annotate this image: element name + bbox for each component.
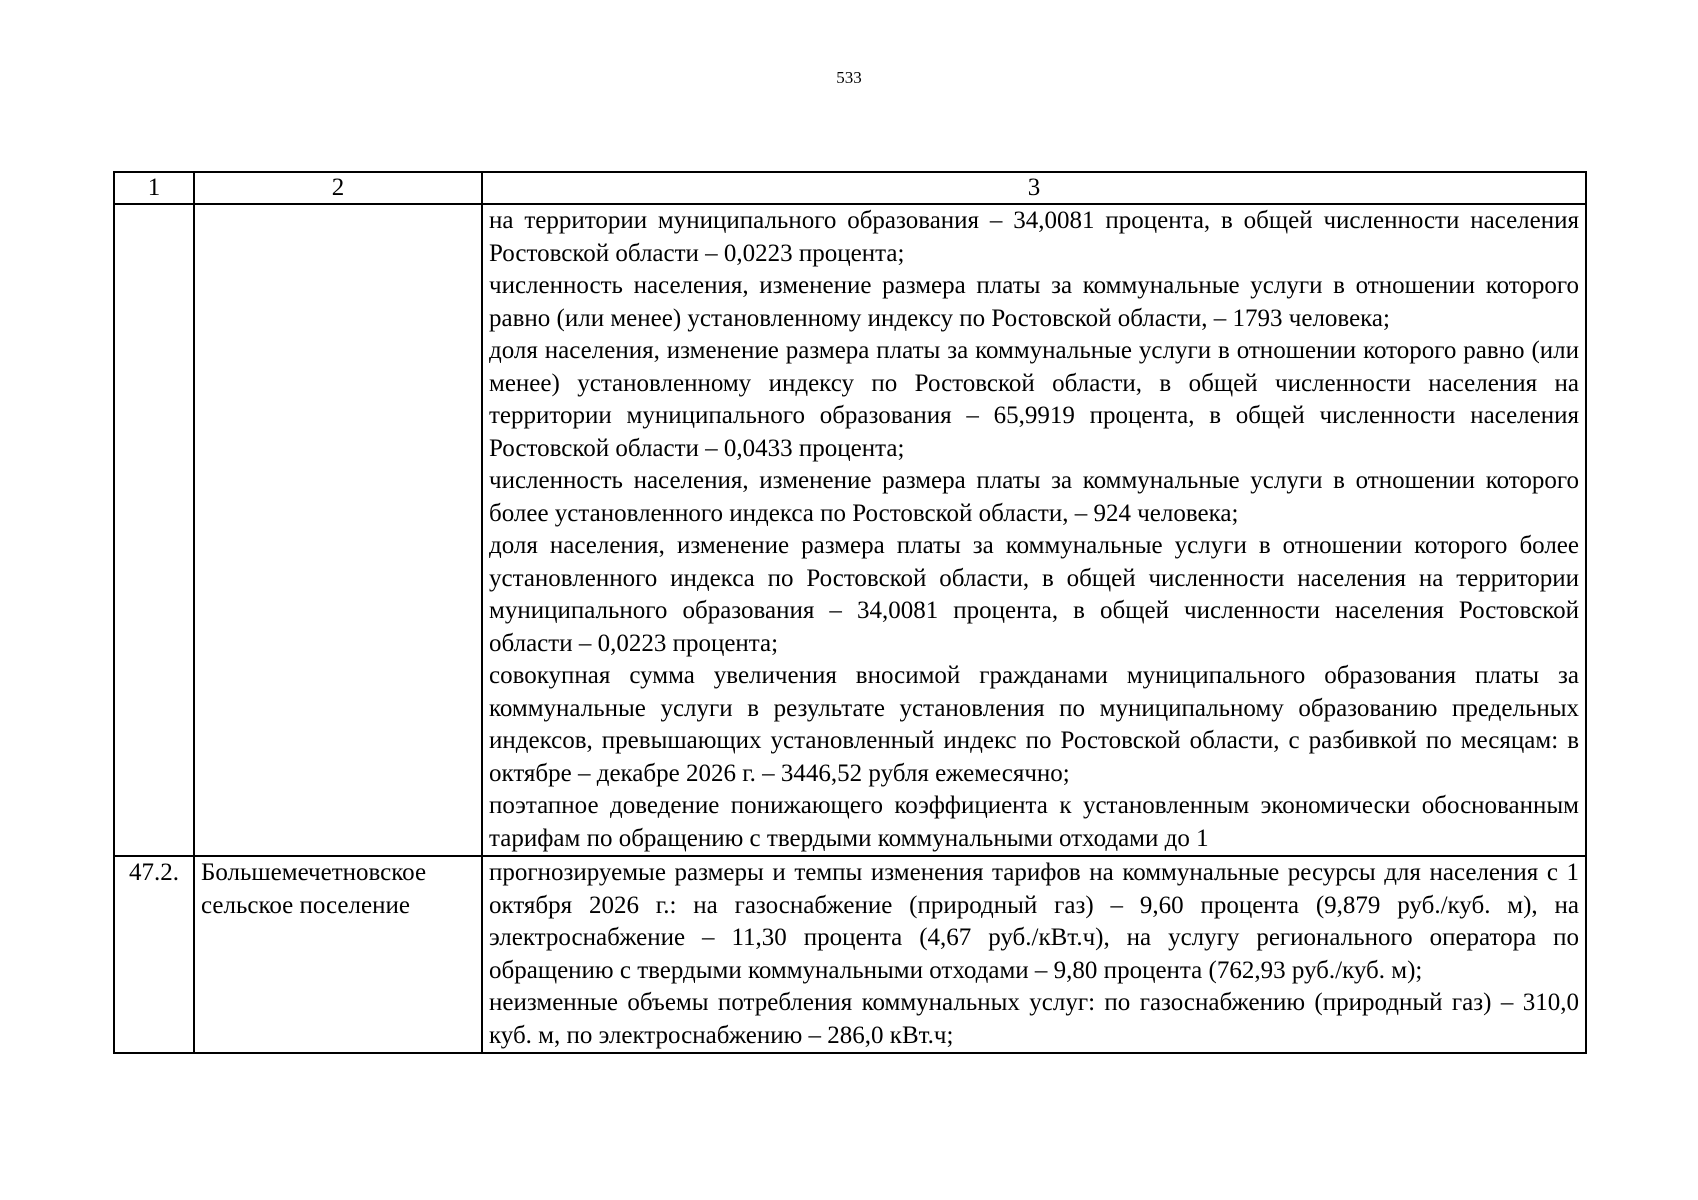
row-description xyxy=(482,204,1586,856)
page-number: 533 xyxy=(836,68,862,87)
settlement-name: Большемечетновское сельское поселение xyxy=(194,856,482,1053)
document-table xyxy=(113,171,1587,1054)
column-header-1: 1 xyxy=(114,172,194,204)
paragraph: на территории муниципального образования – 34,0081 процента, в общей численности населения Ростовской области – 0,0223 процента; xyxy=(489,207,1579,267)
table-header-row xyxy=(114,172,1586,204)
row-number: 47.2. xyxy=(114,856,194,1053)
settlement-name xyxy=(194,204,482,856)
paragraph: совокупная сумма увеличения вносимой гражданами муниципального образования платы за коммунальные услуги в результате установления по муниципальному образованию предельных индексов, превышающих установленный индекс по Ростовской области, с разбивкой по месяцам: в октябре – декабре 2026 г. – 3446,52 рубля ежемесячно; xyxy=(489,662,1579,787)
paragraph: поэтапное доведение понижающего коэффициента к установленным экономически обоснованным тарифам по обращению с твердыми коммунальными отходами до 1 xyxy=(489,792,1579,852)
column-header-2: 2 xyxy=(194,172,482,204)
row-number xyxy=(114,204,194,856)
paragraph: численность населения, изменение размера платы за коммунальные услуги в отношении которого более установленного индекса по Ростовской области, – 924 человека; xyxy=(489,467,1579,527)
column-header-3: 3 xyxy=(482,172,1586,204)
table-row xyxy=(114,856,1586,1053)
table-row xyxy=(114,204,1586,856)
paragraph: доля населения, изменение размера платы за коммунальные услуги в отношении которого более установленного индекса по Ростовской области, в общей численности населения на территории муниципального образования – 34,0081 процента, в общей численности населения Ростовской области – 0,0223 процента; xyxy=(489,532,1579,657)
paragraph: доля населения, изменение размера платы за коммунальные услуги в отношении которого равно (или менее) установленному индексу по Ростовской области, в общей численности населения на территории муниципального образования – 65,9919 процента, в общей численности населения Ростовской области – 0,0433 процента; xyxy=(489,337,1579,462)
row-description xyxy=(482,856,1586,1053)
paragraph: неизменные объемы потребления коммунальных услуг: по газоснабжению (природный газ) – 310,0 куб. м, по электроснабжению – 286,0 кВт.ч; xyxy=(489,989,1579,1049)
paragraph: прогнозируемые размеры и темпы изменения тарифов на коммунальные ресурсы для населения с 1 октября 2026 г.: на газоснабжение (природный газ) – 9,60 процента (9,879 руб./куб. м), на электроснабжение – 11,30 процента (4,67 руб./кВт.ч), на услугу регионального оператора по обращению с твердыми коммунальными отходами – 9,80 процента (762,93 руб./куб. м); xyxy=(489,859,1579,984)
paragraph: численность населения, изменение размера платы за коммунальные услуги в отношении которого равно (или менее) установленному индексу по Ростовской области, – 1793 человека; xyxy=(489,272,1579,332)
